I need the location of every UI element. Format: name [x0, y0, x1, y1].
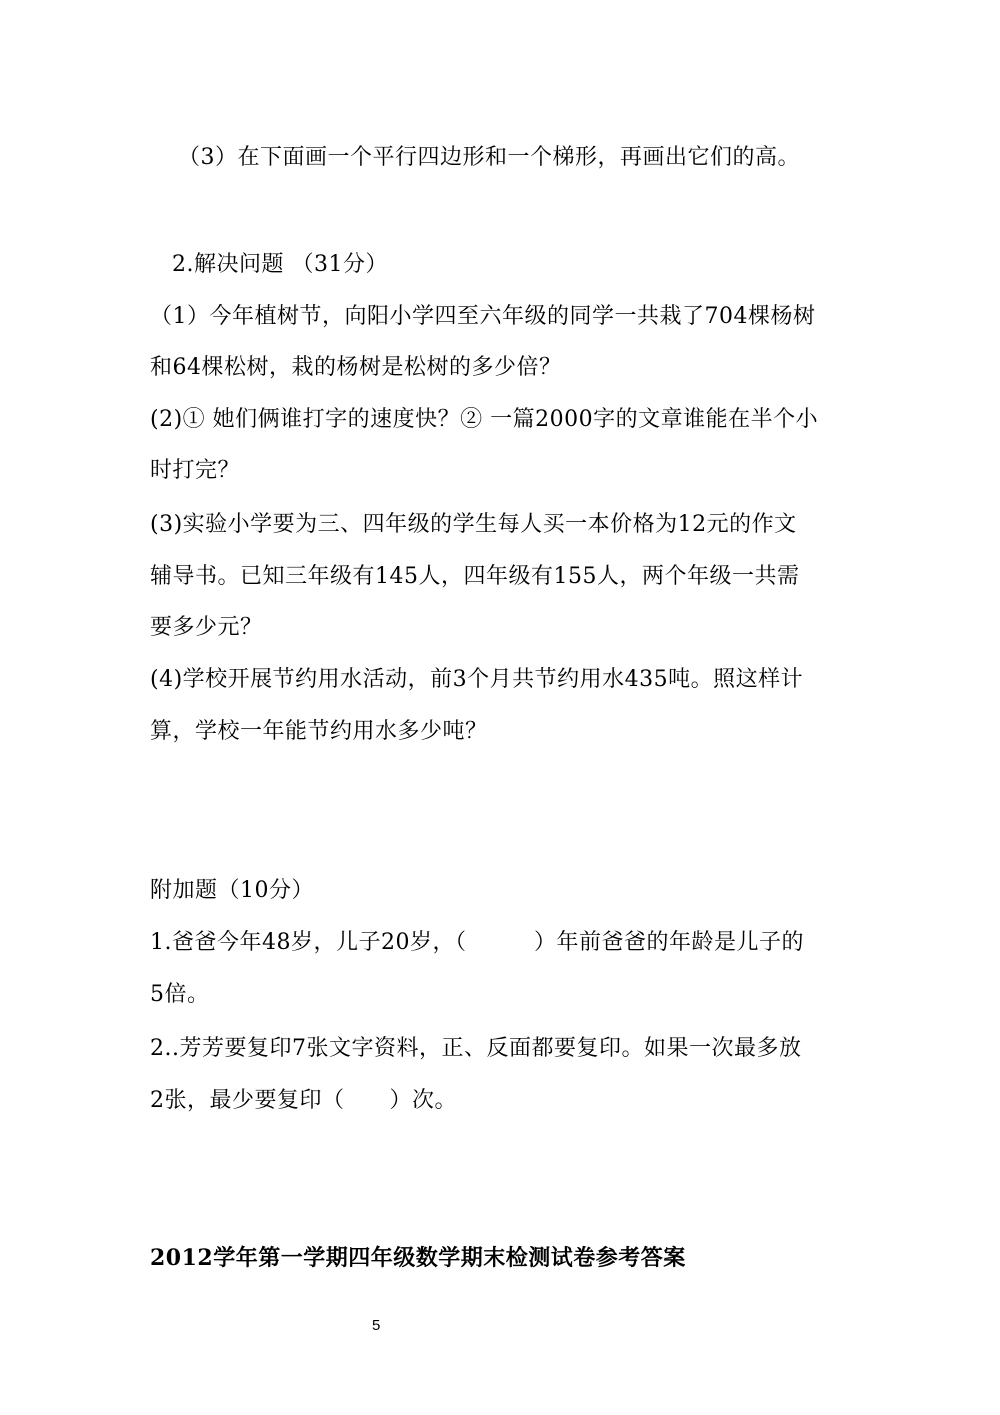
extra-q1-line1: 1.爸爸今年48岁，儿子20岁，（ ）年前爸爸的年龄是儿子的	[150, 930, 804, 955]
extra-q2-line1: 2..芳芳要复印7张文字资料，正、反面都要复印。如果一次最多放	[150, 1036, 802, 1061]
section2-title: 2.解决问题 （31分）	[172, 252, 388, 277]
extra-title: 附加题（10分）	[150, 878, 314, 903]
problem1-line1: （1）今年植树节，向阳小学四至六年级的同学一共栽了704棵杨树	[150, 304, 816, 329]
q1-part3-text: （3）在下面画一个平行四边形和一个梯形，再画出它们的高。	[178, 145, 800, 170]
problem3-line3: 要多少元？	[150, 615, 263, 640]
problem4-line1: (4)学校开展节约用水活动，前3个月共节约用水435吨。照这样计	[150, 667, 804, 692]
extra-q2-line2: 2张，最少要复印（ ）次。	[150, 1088, 457, 1113]
extra-q1-line2: 5倍。	[150, 982, 210, 1007]
problem3-line1: (3)实验小学要为三、四年级的学生每人买一本价格为12元的作文	[150, 512, 797, 537]
problem2-line1: (2)① 她们俩谁打字的速度快？② 一篇2000字的文章谁能在半个小	[150, 407, 819, 432]
problem2-line2: 时打完？	[150, 458, 241, 483]
problem3-line2: 辅导书。已知三年级有145人，四年级有155人，两个年级一共需	[150, 564, 800, 589]
answer-heading: 2012学年第一学期四年级数学期末检测试卷参考答案	[150, 1245, 686, 1271]
problem4-line2: 算，学校一年能节约用水多少吨？	[150, 719, 488, 744]
problem1-line2: 和64棵松树，栽的杨树是松树的多少倍？	[150, 355, 562, 380]
page-number: 5	[372, 1317, 381, 1334]
